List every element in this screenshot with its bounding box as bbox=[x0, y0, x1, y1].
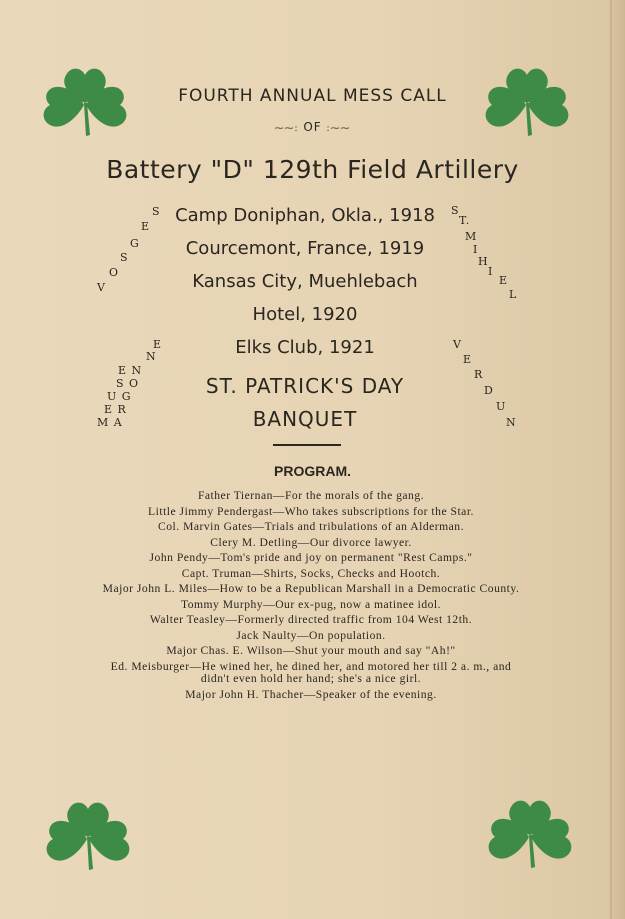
verdun-letter: U bbox=[496, 400, 507, 413]
page-fold bbox=[610, 0, 612, 919]
st-mihiel-letter: H bbox=[478, 255, 489, 268]
st-mihiel-letter: I bbox=[473, 243, 479, 256]
program-item: Clery M. Detling—Our divorce lawyer. bbox=[210, 535, 412, 549]
st-mihiel-letter: E bbox=[499, 274, 509, 287]
program-item: Walter Teasley—Formerly directed traffic from 104 West 12th. bbox=[149, 613, 473, 626]
ornament-right: :⁓⁓ bbox=[326, 124, 351, 134]
vosges-letter: G bbox=[130, 237, 140, 250]
venue-2: Courcemont, France, 1919 bbox=[185, 238, 425, 259]
meuse-argonne-letter: E R bbox=[104, 403, 127, 416]
program-item: Jack Naulty—On population. bbox=[236, 628, 386, 642]
st-patricks-day: ST. PATRICK'S DAY bbox=[205, 374, 405, 398]
st-mihiel-letter: S bbox=[451, 204, 460, 217]
program-list bbox=[96, 490, 526, 704]
meuse-argonne-letter: M A bbox=[97, 416, 123, 429]
venue-3: Kansas City, Muehlebach bbox=[192, 271, 418, 292]
venue-1: Camp Doniphan, Okla., 1918 bbox=[175, 205, 435, 226]
st-mihiel-letter: L bbox=[509, 288, 518, 301]
meuse-argonne-letter: N bbox=[146, 350, 157, 363]
of-line bbox=[0, 120, 625, 134]
program-item: John Pendy—Tom's pride and joy on permanent "Rest Camps." bbox=[149, 551, 473, 564]
verdun-letter: R bbox=[474, 368, 484, 381]
program-item: Capt. Truman—Shirts, Socks, Checks and Hootch. bbox=[181, 566, 441, 580]
st-mihiel-letter: T. bbox=[459, 214, 471, 227]
verdun-letter: V bbox=[453, 338, 462, 351]
mess-call-title: FOURTH ANNUAL MESS CALL bbox=[178, 86, 447, 106]
program-heading: PROGRAM. bbox=[274, 463, 351, 479]
divider-rule bbox=[273, 444, 341, 446]
venue-5: Elks Club, 1921 bbox=[235, 337, 375, 358]
program-item: Major John H. Thacher—Speaker of the evening. bbox=[185, 687, 437, 701]
program-item: Little Jimmy Pendergast—Who takes subscriptions for the Star. bbox=[148, 504, 474, 518]
shamrock-icon bbox=[485, 795, 575, 873]
banquet-label: BANQUET bbox=[252, 407, 358, 431]
meuse-argonne-letter: U G bbox=[107, 390, 132, 403]
program-item: Father Tiernan—For the morals of the gang. bbox=[197, 489, 425, 502]
program-item: Col. Marvin Gates—Trials and tribulations of an Alderman. bbox=[158, 520, 464, 533]
of-text: OF bbox=[303, 120, 322, 134]
vosges-letter: S bbox=[120, 251, 129, 264]
meuse-argonne-letter: E N bbox=[118, 364, 143, 377]
vosges-letter: V bbox=[97, 281, 106, 294]
program-item: Major John L. Miles—How to be a Republican Marshall in a Democratic County. bbox=[102, 582, 520, 595]
verdun-letter: E bbox=[463, 353, 473, 366]
battery-title: Battery "D" 129th Field Artillery bbox=[106, 155, 519, 184]
vosges-letter: E bbox=[141, 220, 151, 233]
vosges-letter: O bbox=[109, 266, 120, 279]
shamrock-icon bbox=[43, 797, 133, 875]
verdun-letter: N bbox=[506, 416, 517, 429]
ornament-left: ⁓⁓: bbox=[274, 124, 299, 134]
program-item: Ed. Meisburger—He wined her, he dined her, and motored her till 2 a. m., and didn't even hold her hand; she's a nice girl. bbox=[110, 659, 512, 685]
vosges-letter: S bbox=[152, 205, 161, 218]
program-item: Major Chas. E. Wilson—Shut your mouth and say "Ah!" bbox=[166, 644, 456, 657]
st-mihiel-letter: M bbox=[465, 230, 478, 243]
meuse-argonne-letter: E bbox=[153, 338, 163, 351]
venue-4: Hotel, 1920 bbox=[252, 304, 358, 325]
st-mihiel-letter: I bbox=[488, 265, 494, 278]
program-item: Tommy Murphy—Our ex-pug, now a matinee idol. bbox=[180, 597, 442, 611]
verdun-letter: D bbox=[484, 384, 494, 397]
meuse-argonne-letter: S O bbox=[116, 377, 140, 390]
